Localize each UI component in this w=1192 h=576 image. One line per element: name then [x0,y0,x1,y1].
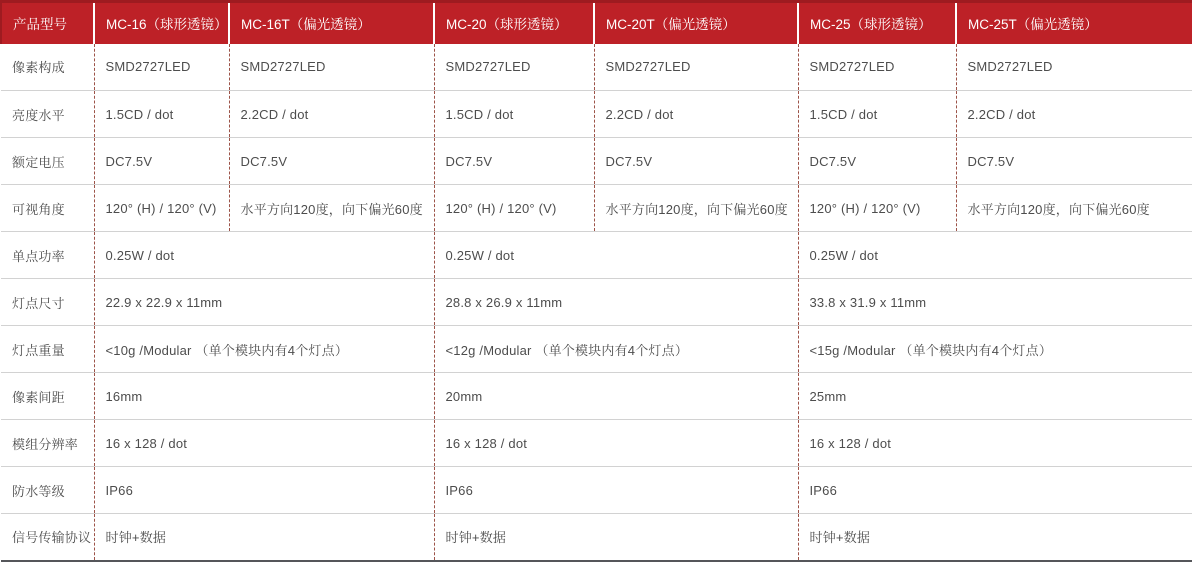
spec-cell: 1.5CD / dot [798,91,956,138]
spec-cell: SMD2727LED [956,44,1192,91]
spec-cell: 16 x 128 / dot [94,420,434,467]
spec-cell: DC7.5V [956,138,1192,185]
spec-cell: 120° (H) / 120° (V) [434,185,594,232]
row-label-module-resolution: 模组分辨率 [1,420,94,467]
spec-cell: DC7.5V [229,138,434,185]
column-header-product-model: 产品型号 [1,2,94,44]
spec-cell: DC7.5V [798,138,956,185]
spec-cell: 1.5CD / dot [434,91,594,138]
row-label-pixel-config: 像素构成 [1,44,94,91]
spec-cell: DC7.5V [434,138,594,185]
column-header-mc-20: MC-20（球形透镜） [434,2,594,44]
spec-cell: 28.8 x 26.9 x 11mm [434,279,798,326]
row-label-lamp-size: 灯点尺寸 [1,279,94,326]
row-label-viewing-angle: 可视角度 [1,185,94,232]
spec-cell: SMD2727LED [798,44,956,91]
spec-cell: 时钟+数据 [94,514,434,561]
spec-cell: DC7.5V [594,138,798,185]
spec-cell: <15g /Modular （单个模块内有4个灯点） [798,326,1192,373]
spec-cell: IP66 [798,467,1192,514]
spec-cell: 0.25W / dot [434,232,798,279]
column-header-mc-20t: MC-20T（偏光透镜） [594,2,798,44]
spec-cell: 2.2CD / dot [956,91,1192,138]
table-row [1,514,1192,561]
row-label-pixel-pitch: 像素间距 [1,373,94,420]
spec-cell: 2.2CD / dot [229,91,434,138]
spec-cell: 16mm [94,373,434,420]
spec-cell: DC7.5V [94,138,229,185]
row-label-power-per-dot: 单点功率 [1,232,94,279]
spec-cell: SMD2727LED [594,44,798,91]
spec-cell: 22.9 x 22.9 x 11mm [94,279,434,326]
column-header-mc-16t: MC-16T（偏光透镜） [229,2,434,44]
table-row [1,232,1192,279]
spec-cell: 16 x 128 / dot [798,420,1192,467]
table-row [1,138,1192,185]
column-header-mc-16: MC-16（球形透镜） [94,2,229,44]
table-row [1,91,1192,138]
table-row [1,185,1192,232]
spec-cell: 16 x 128 / dot [434,420,798,467]
column-header-mc-25: MC-25（球形透镜） [798,2,956,44]
row-label-signal-protocol: 信号传输协议 [1,514,94,561]
spec-cell: <12g /Modular （单个模块内有4个灯点） [434,326,798,373]
table-row [1,44,1192,91]
spec-cell: 120° (H) / 120° (V) [94,185,229,232]
spec-cell: SMD2727LED [434,44,594,91]
spec-cell: 33.8 x 31.9 x 11mm [798,279,1192,326]
table-row [1,420,1192,467]
spec-cell: 2.2CD / dot [594,91,798,138]
spec-cell: 时钟+数据 [434,514,798,561]
table-row [1,279,1192,326]
spec-cell: 25mm [798,373,1192,420]
spec-cell: 1.5CD / dot [94,91,229,138]
column-header-mc-25t: MC-25T（偏光透镜） [956,2,1192,44]
spec-cell: 0.25W / dot [798,232,1192,279]
spec-cell: 水平方向120度，向下偏光60度 [594,185,798,232]
spec-cell: <10g /Modular （单个模块内有4个灯点） [94,326,434,373]
row-label-waterproof-rating: 防水等级 [1,467,94,514]
table-row [1,467,1192,514]
spec-cell: SMD2727LED [94,44,229,91]
row-label-lamp-weight: 灯点重量 [1,326,94,373]
spec-cell: 20mm [434,373,798,420]
spec-cell: 水平方向120度，向下偏光60度 [956,185,1192,232]
spec-cell: 水平方向120度，向下偏光60度 [229,185,434,232]
spec-cell: 0.25W / dot [94,232,434,279]
header-row [1,2,1192,44]
table-row [1,373,1192,420]
spec-cell: IP66 [94,467,434,514]
spec-cell: 时钟+数据 [798,514,1192,561]
spec-cell: SMD2727LED [229,44,434,91]
row-label-brightness: 亮度水平 [1,91,94,138]
spec-cell: 120° (H) / 120° (V) [798,185,956,232]
row-label-rated-voltage: 额定电压 [1,138,94,185]
spec-cell: IP66 [434,467,798,514]
table-row [1,326,1192,373]
